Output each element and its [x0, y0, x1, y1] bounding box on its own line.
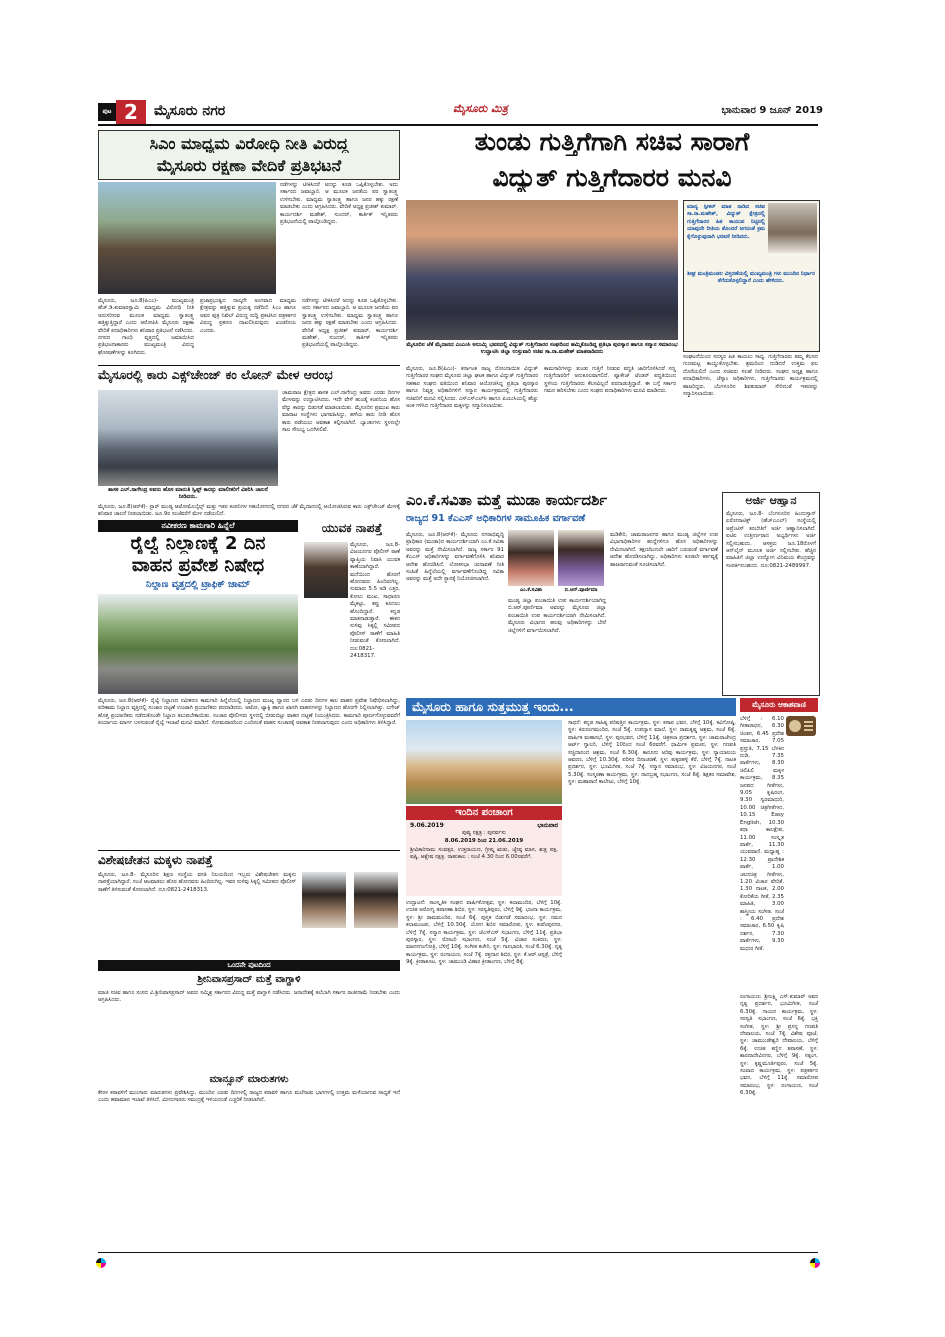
muda-photo-poornima	[558, 530, 604, 586]
muda-body-col3: ಮಡಿಕೇರಿ, ಚಾಮರಾಜನಗರ ಹಾಗೂ ಮಂಡ್ಯ ಜಿಲ್ಲೆಗಳ ಉಪ ವಿಭಾಗಾಧಿಕಾರಿಗಳ ಹುದ್ದೆಗಳಿಗೂ ಹೊಸ ಅಧಿಕಾರಿಗಳನ್ನು ನೇಮಿಸಲಾಗಿದೆ. ತಕ್ಷಣದಿಂದಲೇ ಜಾರಿಗೆ ಬರುವಂತೆ ವರ್ಗಾವಣೆ ಆದೇಶ ಹೊರಡಿಸಲಾಗಿದ್ದು, ಅಧಿಕಾರಿಗಳು ಕೂಡಲೇ ಕರ್ತವ್ಯಕ್ಕೆ ಹಾಜರಾಗುವಂತೆ ಸೂಚಿಸಲಾಗಿದೆ.	[610, 532, 718, 568]
pull-quote-text: ಮಾನ್ಯ ಸ್ಪೀಕರ್ ಮಾತ ನಾಡಿದ ಸಚಿವ ಸಾ.ರಾ.ಮಹೇಶ್, ವಿದ್ಯುತ್ ಕ್ಷೇತ್ರದಲ್ಲಿ ಗುತ್ತಿಗೆದಾರರ ಹಿತ ಕಾಯುವ ನಿಟ್ಟಿನಲ್ಲಿ ಯಾವುದೇ ರೀತಿಯ ತೊಂದರೆ ಆಗದಂತೆ ಕ್ರಮ ಕೈಗೊಳ್ಳುವುದಾಗಿ ಭರವಸೆ ನೀಡಿದರು.	[687, 204, 765, 240]
rail-headline-line-2: ವಾಹನ ಪ್ರವೇಶ ನಿಷೇಧ	[131, 556, 265, 576]
children-headline: ವಿಶೇಷಚೇತನ ಮಕ್ಕಳು ನಾಪತ್ತೆ	[98, 854, 213, 867]
muda-caption-savitha: ಎಂ.ಕೆ.ಸವಿತಾ	[520, 587, 542, 593]
registration-mark-left	[96, 1258, 106, 1268]
protest-headline-line-1: ಸಿಎಂ ಮಾಧ್ಯಮ ವಿರೋಧಿ ನೀತಿ ವಿರುದ್ಧ	[149, 135, 349, 153]
car-top-rule	[98, 365, 400, 366]
muda-headline: ಎಂ.ಕೆ.ಸವಿತಾ ಮತ್ತೆ ಮುಡಾ ಕಾರ್ಯದರ್ಶಿ	[406, 492, 608, 509]
car-photo-caption: ಶಾಸಕ ಎಲ್.ನಾಗೇಂದ್ರ ಅವರು ಹೊಸ ಮಾರುತಿ ಸ್ವಿಫ್ಟ್ ಕಾರನ್ನು ಮಾಲೀಕರಿಗೆ ವಿತರಿಸಿ ಚಾಲನೆ ನೀಡಿದರು.	[108, 487, 268, 500]
monsoon-headline: ಮಾನ್ಸೂನ್ ಮಾರುತಗಳು	[209, 1074, 289, 1085]
page-label: ಪುಟ	[98, 103, 116, 121]
application-headline: ಅರ್ಜಿ ಆಹ್ವಾನ	[745, 495, 797, 507]
missing-youth-headline: ಯುವಕ ನಾಪತ್ತೆ	[321, 522, 383, 535]
events-col1: ಉದ್ಘಾಟನೆ: ಸಾಂಸ್ಕೃತಿಕ ಸಂಘದ ವಾರ್ಷಿಕೋತ್ಸವ, ಸ್ಥಳ: ಕಲಾಮಂದಿರ, ಬೆಳಿಗ್ಗೆ 10ಕ್ಕೆ. ಉಚಿತ ಆರೋಗ್ಯ ತಪಾಸಣಾ ಶಿಬಿರ, ಸ್ಥಳ: ಸರಸ್ವತಿಪುರಂ, ಬೆಳಿಗ್ಗೆ 9ಕ್ಕೆ. ಭಜನಾ ಕಾರ್ಯಕ್ರಮ, ಸ್ಥಳ: ಶ್ರೀ ರಾಮಮಂದಿರ, ಸಂಜೆ 6ಕ್ಕೆ. ಪುಸ್ತಕ ಬಿಡುಗಡೆ ಸಮಾರಂಭ, ಸ್ಥಳ: ನಮನ ಕಲಾಮಂಟಪ, ಬೆಳಿಗ್ಗೆ 10.30ಕ್ಕೆ. ಯೋಗ ಶಿಬಿರ ಸಮಾರೋಪ, ಸ್ಥಳ: ಕುವೆಂಪುನಗರ, ಬೆಳಿಗ್ಗೆ 7ಕ್ಕೆ. ಸನ್ಮಾನ ಕಾರ್ಯಕ್ರಮ, ಸ್ಥಳ: ಜೆಎಸ್‌ಎಸ್ ಸಭಾಂಗಣ, ಬೆಳಿಗ್ಗೆ 11ಕ್ಕೆ. ಪ್ರತಿಭಾ ಪುರಸ್ಕಾರ, ಸ್ಥಳ: ರೋಟರಿ ಸಭಾಂಗಣ, ಸಂಜೆ 5ಕ್ಕೆ. ವಿಚಾರ ಸಂಕಿರಣ, ಸ್ಥಳ: ಮಾನಸಗಂಗೋತ್ರಿ, ಬೆಳಿಗ್ಗೆ 10ಕ್ಕೆ. ಸಂಗೀತ ಕಚೇರಿ, ಸ್ಥಳ: ಗಾನಭಾರತಿ, ಸಂಜೆ 6.30ಕ್ಕೆ. ನೃತ್ಯ ಕಾರ್ಯಕ್ರಮ, ಸ್ಥಳ: ರಂಗಾಯಣ, ಸಂಜೆ 7ಕ್ಕೆ. ರಕ್ತದಾನ ಶಿಬಿರ, ಸ್ಥಳ: ಕೆ.ಆರ್.ಆಸ್ಪತ್ರೆ, ಬೆಳಿಗ್ಗೆ 9ಕ್ಕೆ. ಕ್ರೀಡಾಕೂಟ, ಸ್ಥಳ: ಚಾಮುಂಡಿ ವಿಹಾರ ಕ್ರೀಡಾಂಗಣ, ಬೆಳಿಗ್ಗೆ 8ಕ್ಕೆ.	[406, 900, 562, 966]
protest-body-col3: ನಡೆಗಳನ್ನು ಟೀಕಿಸಿದರೆ ಅದನ್ನು ಕೂಡ ಒಪ್ಪಿಕೊಳ್ಳಬೇಕು. ಅದು ಸರ್ಕಾರದ ಜವಾಬ್ದಾರಿ. ಆ ಮೂಲಕ ಜನತೆಯ ಪರ ಸ್ವಾತಂತ್ರ್ಯ ಉಳಿಸಬೇಕು. ಮಾಧ್ಯಮ ಸ್ವಾತಂತ್ರ್ಯ ಹಾಗೂ ಜನರ ಹಕ್ಕು ರಕ್ಷಣೆ ಮಾಡಬೇಕು ಎಂದು ಆಗ್ರಹಿಸಿದರು. ವೇದಿಕೆ ಅಧ್ಯಕ್ಷ ಪ್ರಜೀಶ್ ಕುಮಾರ್, ಕಾರ್ಯದರ್ಶಿ ಮಹೇಶ್, ಸುಂದರ್, ಕಾರ್ತಿಕ್ ಇನ್ನಿತರರು ಪ್ರತಿಭಟನೆಯಲ್ಲಿ ಪಾಲ್ಗೊಂಡಿದ್ದರು.	[302, 298, 398, 349]
muda-body-col2: ಮಂಡ್ಯ ಜಿಲ್ಲಾ ಪಂಚಾಯಿತಿ ಉಪ ಕಾರ್ಯದರ್ಶಿಯಾಗಿದ್ದ ಬಿ.ಆರ್.ಪೂರ್ಣಿಮಾ ಅವರನ್ನು ಮೈಸೂರು ಜಿಲ್ಲಾ ಪಂಚಾಯಿತಿ ಉಪ ಕಾರ್ಯದರ್ಶಿಯಾಗಿ ನೇಮಿಸಲಾಗಿದೆ. ಮೈಸೂರು ವಿಭಾಗದ ಹಲವು ಅಧಿಕಾರಿಗಳನ್ನು ಬೇರೆ ಜಿಲ್ಲೆಗಳಿಗೆ ವರ್ಗಾಯಿಸಲಾಗಿದೆ.	[508, 598, 606, 634]
rail-kicker: ನವೀಕರಣ ಕಾಮಗಾರಿ ಹಿನ್ನೆಲೆ	[98, 520, 298, 532]
panchanga-box	[406, 806, 562, 896]
application-box	[722, 492, 820, 696]
rail-body: ಮೈಸೂರು, ಜೂ.8(ಆರ್‌ಕೆ)- ರೈಲ್ವೆ ನಿಲ್ದಾಣದ ನವೀಕರಣ ಕಾಮಗಾರಿ ಹಿನ್ನೆಲೆಯಲ್ಲಿ ನಿಲ್ದಾಣದ ಮುಖ್ಯ ದ್ವಾರದ ಬಳಿ ಎರಡು ದಿನಗಳ ಕಾಲ ವಾಹನ ಪ್ರವೇಶ ನಿಷೇಧಿಸಲಾಗಿದ್ದು, ಪರಿಣಾಮ ನಿಲ್ದಾಣ ವೃತ್ತದಲ್ಲಿ ಸಂಚಾರ ದಟ್ಟಣೆ ಉಂಟಾಗಿ ಪ್ರಯಾಣಿಕರು ಪರದಾಡಿದರು. ಆಟೋ, ಟ್ಯಾಕ್ಸಿ ಹಾಗೂ ಖಾಸಗಿ ವಾಹನಗಳನ್ನು ನಿಲ್ದಾಣದ ಹೊರಗೇ ನಿಲ್ಲಿಸಲಾಗಿತ್ತು. ಲಗೇಜ್ ಹೊತ್ತ ಪ್ರಯಾಣಿಕರು ನಡೆದುಕೊಂಡೇ ನಿಲ್ದಾಣ ತಲುಪಬೇಕಾಯಿತು. ಸಂಚಾರ ಪೊಲೀಸರು ಸ್ಥಳದಲ್ಲಿ ಬೀಡುಬಿಟ್ಟು ವಾಹನ ದಟ್ಟಣೆ ನಿಯಂತ್ರಿಸಿದರು. ಕಾಮಗಾರಿ ಪೂರ್ಣಗೊಳ್ಳುವವರೆಗೆ ಪರ್ಯಾಯ ಮಾರ್ಗ ಬಳಸುವಂತೆ ರೈಲ್ವೆ ಇಲಾಖೆ ಮನವಿ ಮಾಡಿದೆ. ಸೋಮವಾರದಿಂದ ಎಂದಿನಂತೆ ವಾಹನ ಸಂಚಾರಕ್ಕೆ ಅವಕಾಶ ನೀಡಲಾಗುವುದು ಎಂದು ಅಧಿಕಾರಿಗಳು ತಿಳಿಸಿದ್ದಾರೆ.	[98, 698, 400, 727]
ondane-body: ಮಾಜಿ ಸಚಿವ ಹಾಗೂ ಸಂಸದ ವಿ.ಶ್ರೀನಿವಾಸಪ್ರಸಾದ್ ಅವರು ಸಮ್ಮಿಶ್ರ ಸರ್ಕಾರದ ವಿರುದ್ಧ ಮತ್ತೆ ವಾಗ್ದಾಳಿ ನಡೆಸಿದರು. ಜನಾದೇಶಕ್ಕೆ ತಲೆಬಾಗಿ ಸರ್ಕಾರ ರಾಜೀನಾಮೆ ನೀಡಬೇಕು ಎಂದು ಆಗ್ರಹಿಸಿದರು.	[98, 990, 400, 1004]
portrait-caption: ಶೀಘ್ರ ಮಂತ್ರಿಮಂಡಲ ವಿಸ್ತರಣೆಯಲ್ಲಿ ಮುಖ್ಯಮಂತ್ರಿ ಗಳು ಮುಂದಿನ ನಿರ್ಧಾರ ತೆಗೆದುಕೊಳ್ಳಲಿದ್ದಾರೆ ಎಂದು ಹೇಳಿದರು.	[687, 271, 815, 285]
contractors-photo-caption: ಮೈಸೂರಿನ ಜೆಕೆ ಮೈದಾನದ ಎಂಎಂಸಿ ಅಲುಮ್ನಿ ಭವನದಲ್ಲಿ ವಿದ್ಯುತ್ ಗುತ್ತಿಗೆದಾರರ ಸಂಘದಿಂದ ಹಮ್ಮಿಕೊಂಡಿದ್ದ ಪ್ರತಿಭಾ ಪುರಸ್ಕಾರ ಹಾಗೂ ಸನ್ಮಾನ ಸಮಾರಂಭ ಉದ್ಘಾಟಿಸಿ ಜಿಲ್ಲಾ ಉಸ್ತುವಾರಿ ಸಚಿವ ಸಾ.ರಾ.ಮಹೇಶ್ ಮಾತನಾಡಿದರು	[406, 342, 678, 355]
newspaper-page	[98, 100, 823, 1250]
contractors-body-col3: ಸಂಘಟನೆಯಿಂದ ಸದಸ್ಯರ ಹಿತ ಕಾಯಲು ಸಾಧ್ಯ. ಗುತ್ತಿಗೆದಾರರು ತಮ್ಮ ಕೆಲಸದ ಗುಣಮಟ್ಟ ಕಾಯ್ದುಕೊಳ್ಳಬೇಕು. ಶ್ರಮದಿಂದ ದುಡಿದರೆ ಉತ್ತಮ ಫಲ ದೊರೆಯಲಿದೆ ಎಂದು ಸಚಿವರು ಸಲಹೆ ನೀಡಿದರು. ಸಂಘದ ಅಧ್ಯಕ್ಷ ಹಾಗೂ ಪದಾಧಿಕಾರಿಗಳು, ಚೆಸ್ಕಾಂ ಅಧಿಕಾರಿಗಳು, ಗುತ್ತಿಗೆದಾರರು ಕಾರ್ಯಕ್ರಮದಲ್ಲಿ ಹಾಜರಿದ್ದರು. ಬೆಂಗಳೂರಿನ ಶಿವಕುಮಾರ್ ಸೇರಿದಂತೆ ಇತರರನ್ನು ಸನ್ಮಾನಿಸಲಾಯಿತು.	[683, 354, 818, 398]
section-title: ಮೈಸೂರು ನಗರ	[154, 104, 226, 119]
masthead-rule	[98, 124, 818, 126]
footer-rule	[98, 1252, 818, 1253]
events-banner	[406, 698, 736, 716]
muda-subhead: ರಾಜ್ಯದ 91 ಕೆಎಎಸ್ ಅಧಿಕಾರಿಗಳ ಸಾಮೂಹಿಕ ವರ್ಗಾವಣೆ	[406, 514, 586, 524]
car-body-bottom: ಮೈಸೂರು, ಜೂ.8(ಆರ್‌ಕೆ)- ಸ್ಟಾರ್ ಮಂಡ್ಯ ಆಟೋಮೊಬೈಲ್ಸ್ ಮತ್ತು ಇತರ ಕಂಪನಿಗಳ ಸಹಯೋಗದಲ್ಲಿ ನಗರದ ಜೆಕೆ ಮೈದಾನದಲ್ಲಿ ಆಯೋಜಿಸಿರುವ ಕಾರು ಎಕ್ಸ್‌ಚೇಂಜ್ ಮೇಳಕ್ಕೆ ಶನಿವಾರ ಚಾಲನೆ ನೀಡಲಾಯಿತು. ಜೂ.9ರ ಸಂಜೆವರೆಗೆ ಮೇಳ ನಡೆಯಲಿದೆ.	[98, 504, 400, 518]
radio-box	[740, 698, 818, 990]
muda-photo-savitha	[508, 530, 554, 586]
contractors-body-col1: ಮೈಸೂರು, ಜೂ.8(ಪಿಎಂ)- ಕರ್ನಾಟಕ ರಾಜ್ಯ ನೋಂದಾಯಿತ ವಿದ್ಯುತ್ ಗುತ್ತಿಗೆದಾರರ ಸಂಘದ ಮೈಸೂರು ಜಿಲ್ಲಾ ಘಟಕ ಹಾಗೂ ವಿದ್ಯುತ್ ಗುತ್ತಿಗೆದಾರರ ಸಹಕಾರ ಸಂಘದ ವತಿಯಿಂದ ಶನಿವಾರ ಆಯೋಜಿಸಿದ್ದ ಪ್ರತಿಭಾ ಪುರಸ್ಕಾರ ಹಾಗೂ ನಿವೃತ್ತ ಅಧಿಕಾರಿಗಳಿಗೆ ಸನ್ಮಾನ ಕಾರ್ಯಕ್ರಮದಲ್ಲಿ ಗುತ್ತಿಗೆದಾರರು ಸಚಿವರಿಗೆ ಮನವಿ ಸಲ್ಲಿಸಿದರು. ಎಸ್‌ಎಸ್‌ಎಲ್‌ಸಿ ಹಾಗೂ ಪಿಯುಸಿಯಲ್ಲಿ ಹೆಚ್ಚು ಅಂಕ ಗಳಿಸಿದ ಗುತ್ತಿಗೆದಾರರ ಮಕ್ಕಳನ್ನು ಸನ್ಮಾನಿಸಲಾಯಿತು.	[406, 366, 538, 410]
protest-body-col2: ಪ್ರಜಾಪ್ರಭುತ್ವದ ನಾಲ್ಕನೇ ಅಂಗವಾದ ಮಾಧ್ಯಮ ಕ್ಷೇತ್ರವನ್ನು ಹತ್ತಿಕ್ಕುವ ಪ್ರಯತ್ನ ನಡೆದಿದೆ. ಸಿಎಂ ಹಾಗೂ ಅವರ ಪುತ್ರ ನಿಖಿಲ್ ವಿರುದ್ಧ ಸುದ್ದಿ ಪ್ರಕಟಿಸಿದ ಪತ್ರಕರ್ತರ ವಿರುದ್ಧ ಪ್ರಕರಣ ದಾಖಲಿಸಿರುವುದು ಖಂಡನೀಯ ಎಂದರು.	[200, 298, 296, 334]
events-col3: ರಂಗಾಯಣ: ಶ್ರೀಲಕ್ಷ್ಮಿ ಎಸ್.ಕುಮಾರ್ ಅವರ ನೃತ್ಯ ಪ್ರದರ್ಶನ, ಭೂಮಿಗೀತ, ಸಂಜೆ 6.30ಕ್ಕೆ. ಗಾಯನ ಕಾರ್ಯಕ್ರಮ, ಸ್ಥಳ: ಸರಸ್ವತಿ ಸಭಾಂಗಣ, ಸಂಜೆ 6ಕ್ಕೆ. ಭಕ್ತಿ ಸಂಗೀತ, ಸ್ಥಳ: ಶ್ರೀ ಪ್ರಸನ್ನ ಗಣಪತಿ ದೇವಾಲಯ, ಸಂಜೆ 7ಕ್ಕೆ. ವಿಶೇಷ ಪೂಜೆ, ಸ್ಥಳ: ಚಾಮುಂಡೇಶ್ವರಿ ದೇವಾಲಯ, ಬೆಳಿಗ್ಗೆ 6ಕ್ಕೆ. ಉಚಿತ ಕಣ್ಣಿನ ತಪಾಸಣೆ, ಸ್ಥಳ: ಶಾರದಾದೇವಿನಗರ, ಬೆಳಿಗ್ಗೆ 9ಕ್ಕೆ. ಸತ್ಸಂಗ, ಸ್ಥಳ: ಕೃಷ್ಣಮೂರ್ತಿಪುರಂ, ಸಂಜೆ 5ಕ್ಕೆ. ಸಂವಾದ ಕಾರ್ಯಕ್ರಮ, ಸ್ಥಳ: ಪತ್ರಕರ್ತರ ಭವನ, ಬೆಳಿಗ್ಗೆ 11ಕ್ಕೆ. ಸಮಾರೋಪ ಸಮಾರಂಭ, ಸ್ಥಳ: ರಂಗಾಯಣ, ಸಂಜೆ 6.30ಕ್ಕೆ.	[740, 994, 818, 1097]
radio-schedule: ಬೆಳಿಗ್ಗೆ : 6.10 ಗೀತಾರಾಧನ, 6.30 ಚಿಂತನ, 6.45 ಪ್ರದೇಶ ಸಮಾಚಾರ, 7.05 ಪ್ರಸ್ತುತಿ, 7.15 ಬೆಳಕಿನ ನುಡಿ, 7.35 ವಾರ್ತೆಗಳು, 8.30 ಚಿಲಿಪಿಲಿ ಮಕ್ಕಳ ಕಾರ್ಯಕ್ರಮ, 8.35 ಜನಪದ ಗೀತೆಗಳು, 9.05 ಕೃಷಿರಂಗ, 9.30 ಸ್ವರಮಾಧುರಿ, 10.00 ಚಿತ್ರಗೀತೆಗಳು, 10.15 Easy English, 10.30 ಕಥಾ ಕಾಲಕ್ಷೇಪ, 11.00 ಸಂಸ್ಕೃತ ವಾರ್ತೆ, 11.30 ಯುವವಾಣಿ. ಮಧ್ಯಾಹ್ನ : 12.30 ಪ್ರಾದೇಶಿಕ ವಾರ್ತೆ, 1.00 ಚಲನಚಿತ್ರ ಗೀತೆಗಳು, 1.20 ವಿಚಾರ ವೇದಿಕೆ, 1.30 ನಾಟಕ, 2.00 ಕೋರಿಕೆಯ ಗೀತೆ, 2.35 ಮಾಹಿತಿ, 3.00 ಶಾಸ್ತ್ರೀಯ ಸಂಗೀತ. ಸಂಜೆ : 6.40 ಪ್ರದೇಶ ಸಮಾಚಾರ, 6.50 ಕೃಷಿ ದರ್ಶನ, 7.30 ವಾರ್ತೆಗಳು, 9.30 ಮಧುರ ಗೀತೆ.	[740, 716, 784, 952]
missing-youth-photo	[304, 542, 348, 598]
car-body-right: ಚಾಮರಾಜ ಕ್ಷೇತ್ರದ ಶಾಸಕ ಎಲ್.ನಾಗೇಂದ್ರ ಅವರು ಎರಡು ದಿನಗಳ ಮೇಳವನ್ನು ಉದ್ಘಾಟಿಸಿದರು. ಇದೇ ವೇಳೆ ಹುಂಡೈ ಕಂಪನಿಯ ಹೊಸ ವೆನ್ಯು ಕಾರನ್ನು ಬಿಡುಗಡೆ ಮಾಡಲಾಯಿತು. ಮೈಸೂರಿನ ಪ್ರಮುಖ ಕಾರು ಮಾರಾಟ ಸಂಸ್ಥೆಗಳು ಭಾಗವಹಿಸಿದ್ದು, ಹಳೆಯ ಕಾರು ನೀಡಿ ಹೊಸ ಕಾರು ಪಡೆಯಲು ಅವಕಾಶ ಕಲ್ಪಿಸಲಾಗಿದೆ. ಬ್ಯಾಂಕುಗಳು ಸ್ಥಳದಲ್ಲೇ ಸಾಲ ಸೌಲಭ್ಯ ಒದಗಿಸಲಿವೆ.	[282, 390, 400, 434]
events-banner-title: ಮೈಸೂರು ಹಾಗೂ ಸುತ್ತಮುತ್ತ ಇಂದು...	[412, 700, 574, 714]
monsoon-body: ಕೇರಳ ಕರಾವಳಿಗೆ ಮುಂಗಾರು ಮಾರುತಗಳು ಪ್ರವೇಶಿಸಿದ್ದು, ಮುಂದಿನ ಎರಡು ದಿನಗಳಲ್ಲಿ ರಾಜ್ಯದ ಕರಾವಳಿ ಹಾಗೂ ಮಲೆನಾಡು ಭಾಗಗಳಲ್ಲಿ ಉತ್ತಮ ಮಳೆಯಾಗುವ ಸಾಧ್ಯತೆ ಇದೆ ಎಂದು ಹವಾಮಾನ ಇಲಾಖೆ ತಿಳಿಸಿದೆ. ಮೀನುಗಾರರು ಸಮುದ್ರಕ್ಕೆ ಇಳಿಯದಂತೆ ಎಚ್ಚರಿಕೆ ನೀಡಲಾಗಿದೆ.	[98, 1090, 400, 1104]
rail-headline-line-1: ರೈಲ್ವೆ ನಿಲ್ದಾಣಕ್ಕೆ 2 ದಿನ	[130, 534, 266, 554]
car-headline: ಮೈಸೂರಲ್ಲಿ ಕಾರು ಎಕ್ಸ್‌ಚೇಂಜ್ ಕಂ ಲೋನ್ ಮೇಳ ಆರಂಭ	[98, 368, 333, 382]
panchanga-date: 9.06.2019	[410, 822, 444, 829]
child-photo-2	[354, 872, 398, 928]
panchanga-day: ಭಾನುವಾರ	[537, 822, 558, 829]
issue-date: ಭಾನುವಾರ 9 ಜೂನ್ 2019	[721, 105, 823, 116]
panchanga-nakshatra: ಪುಷ್ಯ ನಕ್ಷತ್ರ : ಪುನರ್ವಸು	[462, 830, 506, 836]
protest-body-right: ನಡೆಗಳನ್ನು ಟೀಕಿಸಿದರೆ ಅದನ್ನು ಕೂಡ ಒಪ್ಪಿಕೊಳ್ಳಬೇಕು. ಅದು ಸರ್ಕಾರದ ಜವಾಬ್ದಾರಿ. ಆ ಮೂಲಕ ಜನತೆಯ ಪರ ಸ್ವಾತಂತ್ರ್ಯ ಉಳಿಸಬೇಕು. ಮಾಧ್ಯಮ ಸ್ವಾತಂತ್ರ್ಯ ಹಾಗೂ ಜನರ ಹಕ್ಕು ರಕ್ಷಣೆ ಮಾಡಬೇಕು ಎಂದು ಆಗ್ರಹಿಸಿದರು. ವೇದಿಕೆ ಅಧ್ಯಕ್ಷ ಪ್ರಜೀಶ್ ಕುಮಾರ್, ಕಾರ್ಯದರ್ಶಿ ಮಹೇಶ್, ಸುಂದರ್, ಕಾರ್ತಿಕ್ ಇನ್ನಿತರರು ಪ್ರತಿಭಟನೆಯಲ್ಲಿ ಪಾಲ್ಗೊಂಡಿದ್ದರು.	[280, 182, 398, 226]
muda-body-col1: ಮೈಸೂರು, ಜೂ.8(ಆರ್‌ಕೆ)- ಮೈಸೂರು ನಗರಾಭಿವೃದ್ಧಿ ಪ್ರಾಧಿಕಾರ (ಮುಡಾ)ದ ಕಾರ್ಯದರ್ಶಿಯಾಗಿ ಎಂ.ಕೆ.ಸವಿತಾ ಅವರನ್ನು ಮತ್ತೆ ನೇಮಿಸಲಾಗಿದೆ. ರಾಜ್ಯ ಸರ್ಕಾರ 91 ಕೆಎಎಸ್ ಅಧಿಕಾರಿಗಳನ್ನು ವರ್ಗಾವಣೆಗೊಳಿಸಿ ಶನಿವಾರ ಆದೇಶ ಹೊರಡಿಸಿದೆ. ಲೋಕಸಭಾ ಚುನಾವಣೆ ನೀತಿ ಸಂಹಿತೆ ಹಿನ್ನೆಲೆಯಲ್ಲಿ ವರ್ಗಾವಣೆಗೊಂಡಿದ್ದ ಸವಿತಾ ಅವರನ್ನು ಮತ್ತೆ ಅದೇ ಸ್ಥಾನಕ್ಕೆ ನಿಯೋಜಿಸಲಾಗಿದೆ.	[406, 532, 504, 583]
children-top-rule	[98, 850, 400, 851]
radio-title: ಮೈಸೂರು ಆಕಾಶವಾಣಿ	[740, 698, 818, 712]
missing-youth-body: ಮೈಸೂರು, ಜೂ.8- ವಿಜಯನಗರ ಪೊಲೀಸ್ ಠಾಣೆ ವ್ಯಾಪ್ತಿಯ ನಿವಾಸಿ ಯುವಕ ಕಾಣೆಯಾಗಿದ್ದಾರೆ. ಮನೆಯಿಂದ ಹೊರಗೆ ಹೋದವರು ಹಿಂದಿರುಗಿಲ್ಲ. ಸುಮಾರು 5.5 ಅಡಿ ಎತ್ತರ, ಕೋಲು ಮುಖ, ಸಾಧಾರಣ ಮೈಕಟ್ಟು, ಕಪ್ಪು ಕೂದಲು ಹೊಂದಿದ್ದಾರೆ. ಕನ್ನಡ ಮಾತನಾಡುತ್ತಾರೆ. ಈತನ ಸುಳಿವು ಸಿಕ್ಕಲ್ಲಿ ಸಮೀಪದ ಪೊಲೀಸ್ ಠಾಣೆಗೆ ಮಾಹಿತಿ ನೀಡುವಂತೆ ಕೋರಲಾಗಿದೆ. ದೂ:0821-2418317.	[350, 542, 400, 660]
minister-portrait	[768, 203, 817, 253]
contractors-headline-line-1: ತುಂಡು ಗುತ್ತಿಗೆಗಾಗಿ ಸಚಿವ ಸಾರಾಗೆ	[474, 128, 750, 156]
rail-photo	[98, 594, 298, 694]
events-col2: ಸಾಧನೆ: ಕನ್ನಡ ಸಾಹಿತ್ಯ ಪರಿಷತ್ತಿನ ಕಾರ್ಯಕ್ರಮ, ಸ್ಥಳ: ಕಸಾಪ ಭವನ, ಬೆಳಿಗ್ಗೆ 10ಕ್ಕೆ. ಕವಿಗೋಷ್ಠಿ, ಸ್ಥಳ: ಕಿರುರಂಗಮಂದಿರ, ಸಂಜೆ 5ಕ್ಕೆ. ಉಪನ್ಯಾಸ ಮಾಲೆ, ಸ್ಥಳ: ರಾಮಕೃಷ್ಣ ಆಶ್ರಮ, ಸಂಜೆ 6ಕ್ಕೆ. ವಾರ್ಷಿಕ ಮಹಾಸಭೆ, ಸ್ಥಳ: ಪುರಭವನ, ಬೆಳಿಗ್ಗೆ 11ಕ್ಕೆ. ಚಿತ್ರಕಲಾ ಪ್ರದರ್ಶನ, ಸ್ಥಳ: ಚಾಮರಾಜೇಂದ್ರ ಆರ್ಟ್ ಗ್ಯಾಲರಿ, ಬೆಳಿಗ್ಗೆ 10ರಿಂದ ಸಂಜೆ 6ರವರೆಗೆ. ಧಾರ್ಮಿಕ ಪ್ರವಚನ, ಸ್ಥಳ: ಗಣಪತಿ ಸಚ್ಚಿದಾನಂದ ಆಶ್ರಮ, ಸಂಜೆ 6.30ಕ್ಕೆ. ಕಾನೂನು ಅರಿವು ಕಾರ್ಯಕ್ರಮ, ಸ್ಥಳ: ನ್ಯಾಯಾಲಯ ಆವರಣ, ಬೆಳಿಗ್ಗೆ 10.30ಕ್ಕೆ. ಪರಿಸರ ದಿನಾಚರಣೆ, ಸ್ಥಳ: ಕುಕ್ಕರಹಳ್ಳಿ ಕೆರೆ, ಬೆಳಿಗ್ಗೆ 7ಕ್ಕೆ. ನಾಟಕ ಪ್ರದರ್ಶನ, ಸ್ಥಳ: ಭೂಮಿಗೀತ, ಸಂಜೆ 7ಕ್ಕೆ. ಸನ್ಮಾನ ಸಮಾರಂಭ, ಸ್ಥಳ: ವಿಜಯನಗರ, ಸಂಜೆ 5.30ಕ್ಕೆ. ಸಂಸ್ಮರಣಾ ಕಾರ್ಯಕ್ರಮ, ಸ್ಥಳ: ನಾದಬ್ರಹ್ಮ ಸಭಾಂಗಣ, ಸಂಜೆ 6ಕ್ಕೆ. ಶಿಕ್ಷಕರ ಸಮಾವೇಶ, ಸ್ಥಳ: ಮಹಾರಾಣಿ ಕಾಲೇಜು, ಬೆಳಿಗ್ಗೆ 10ಕ್ಕೆ.	[568, 720, 736, 786]
panchanga-range: 8.06.2019 ರಿಂದ 21.06.2019	[444, 838, 524, 844]
car-photo	[98, 390, 278, 486]
muda-caption-poornima: ಬಿ.ಆರ್.ಪೂರ್ಣಿಮಾ	[564, 587, 598, 593]
contractors-headline-box	[406, 128, 818, 198]
rail-subhead: ನಿಲ್ದಾಣ ವೃತ್ತದಲ್ಲಿ ಟ್ರಾಫಿಕ್ ಜಾಮ್	[146, 580, 250, 590]
application-body: ಮೈಸೂರು, ಜೂ.8- ಬೆಂಗಳೂರಿನ ಹಿಂದುಸ್ತಾನ್ ಏರೋನಾಟಿಕ್ಸ್ (ಹೆಚ್‌ಎಎಲ್) ಸಂಸ್ಥೆಯಲ್ಲಿ ಅಪ್ರೆಂಟಿಸ್ ತರಬೇತಿಗೆ ಅರ್ಜಿ ಆಹ್ವಾನಿಸಲಾಗಿದೆ. ಐಟಿಐ ಉತ್ತೀರ್ಣರಾದ ಅಭ್ಯರ್ಥಿಗಳು ಅರ್ಜಿ ಸಲ್ಲಿಸಬಹುದು. ಆಸಕ್ತರು ಜೂ.18ರೊಳಗೆ ಆನ್‌ಲೈನ್ ಮೂಲಕ ಅರ್ಜಿ ಸಲ್ಲಿಸಬೇಕು. ಹೆಚ್ಚಿನ ಮಾಹಿತಿಗೆ ಜಿಲ್ಲಾ ಉದ್ಯೋಗ ವಿನಿಮಯ ಕೇಂದ್ರವನ್ನು ಸಂಪರ್ಕಿಸಬಹುದು. ದೂ:0821-2489997.	[726, 511, 816, 569]
contractors-body-col2: ಕಾಮಗಾರಿಗಳನ್ನು ತುಂಡು ಗುತ್ತಿಗೆ ನೀಡುವ ಪದ್ಧತಿ ಜಾರಿಗೊಳಿಸಿದರೆ ಸಣ್ಣ ಗುತ್ತಿಗೆದಾರರಿಗೆ ಅನುಕೂಲವಾಗಲಿದೆ. ಪ್ಯಾಕೇಜ್ ಟೆಂಡರ್ ಪದ್ಧತಿಯಿಂದ ಸ್ಥಳೀಯ ಗುತ್ತಿಗೆದಾರರು ಕೆಲಸವಿಲ್ಲದೆ ಪರದಾಡುತ್ತಿದ್ದಾರೆ. ಈ ಬಗ್ಗೆ ಸರ್ಕಾರ ಗಮನ ಹರಿಸಬೇಕು ಎಂದು ಸಂಘದ ಪದಾಧಿಕಾರಿಗಳು ಮನವಿ ಮಾಡಿದರು.	[544, 366, 676, 395]
registration-mark-right	[810, 1258, 820, 1268]
panchanga-body: ಶ್ರೀವಿಕಾರಿನಾಮ ಸಂವತ್ಸರ, ಉತ್ತರಾಯಣ, ಗ್ರೀಷ್ಮ ಋತು, ಜ್ಯೇಷ್ಠ ಮಾಸ, ಶುಕ್ಲ ಪಕ್ಷ, ಷಷ್ಠಿ, ಆಶ್ಲೇಷ ನಕ್ಷತ್ರ. ರಾಹುಕಾಲ : ಸಂಜೆ 4.30 ರಿಂದ 6.00ರವರೆಗೆ.	[410, 847, 558, 861]
contractors-event-photo	[406, 200, 678, 340]
page-number: 2	[116, 100, 146, 124]
ondane-kicker: ಒಂದನೇ ಪುಟದಿಂದ	[98, 960, 400, 971]
protest-body-col1: ಮೈಸೂರು, ಜೂ.8(ಪಿಎಂ)- ಮುಖ್ಯಮಂತ್ರಿ ಹೆಚ್.ಡಿ.ಕುಮಾರಸ್ವಾಮಿ ಮಾಧ್ಯಮ ವಿರೋಧಿ ನೀತಿ ಅನುಸರಿಸುವ ಮೂಲಕ ಮಾಧ್ಯಮ ಸ್ವಾತಂತ್ರ್ಯ ಹತ್ತಿಕ್ಕುತ್ತಿದ್ದಾರೆ ಎಂದು ಆರೋಪಿಸಿ ಮೈಸೂರು ರಕ್ಷಣಾ ವೇದಿಕೆ ಪದಾಧಿಕಾರಿಗಳು ಶನಿವಾರ ಪ್ರತಿಭಟನೆ ನಡೆಸಿದರು. ನಗರದ ಗಾಂಧಿ ವೃತ್ತದಲ್ಲಿ ಜಮಾಯಿಸಿದ ಪ್ರತಿಭಟನಾಕಾರರು ಮುಖ್ಯಮಂತ್ರಿ ವಿರುದ್ಧ ಘೋಷಣೆಗಳನ್ನು ಕೂಗಿದರು.	[98, 298, 194, 356]
radio-icon	[786, 716, 816, 736]
panchanga-title: ಇಂದಿನ ಪಂಚಾಂಗ	[406, 806, 562, 820]
masthead-logo: ಮೈಸೂರು ಮಿತ್ರ	[453, 103, 508, 115]
children-body: ಮೈಸೂರು, ಜೂ.8- ಮೈಸೂರಿನ ಶಿಕ್ಷಣ ಸಂಸ್ಥೆಯ ವಸತಿ ನಿಲಯದಿಂದ ಇಬ್ಬರು ವಿಶೇಷಚೇತನ ಮಕ್ಕಳು ನಾಪತ್ತೆಯಾಗಿದ್ದಾರೆ. ಸಂಜೆ ಆಟವಾಡಲು ಹೊರ ಹೋದವರು ಹಿಂದಿರುಗಿಲ್ಲ. ಇವರ ಸುಳಿವು ಸಿಕ್ಕಲ್ಲಿ ಸಮೀಪದ ಪೊಲೀಸ್ ಠಾಣೆಗೆ ತಿಳಿಸುವಂತೆ ಕೋರಲಾಗಿದೆ. ದೂ:0821-2418313.	[98, 872, 296, 893]
protest-photo	[98, 182, 276, 294]
contractors-pull-quote	[683, 200, 820, 352]
ondane-headline: ಶ್ರೀನಿವಾಸಪ್ರಸಾದ್ ಮತ್ತೆ ವಾಗ್ದಾಳಿ	[197, 974, 301, 985]
protest-headline-box	[98, 130, 400, 180]
child-photo-1	[302, 872, 346, 928]
protest-headline-line-2: ಮೈಸೂರು ರಕ್ಷಣಾ ವೇದಿಕೆ ಪ್ರತಿಭಟನೆ	[156, 157, 342, 175]
contractors-headline-line-2: ವಿದ್ಯುತ್ ಗುತ್ತಿಗೆದಾರರ ಮನವಿ	[492, 164, 732, 192]
mysore-palace-photo	[406, 720, 562, 804]
